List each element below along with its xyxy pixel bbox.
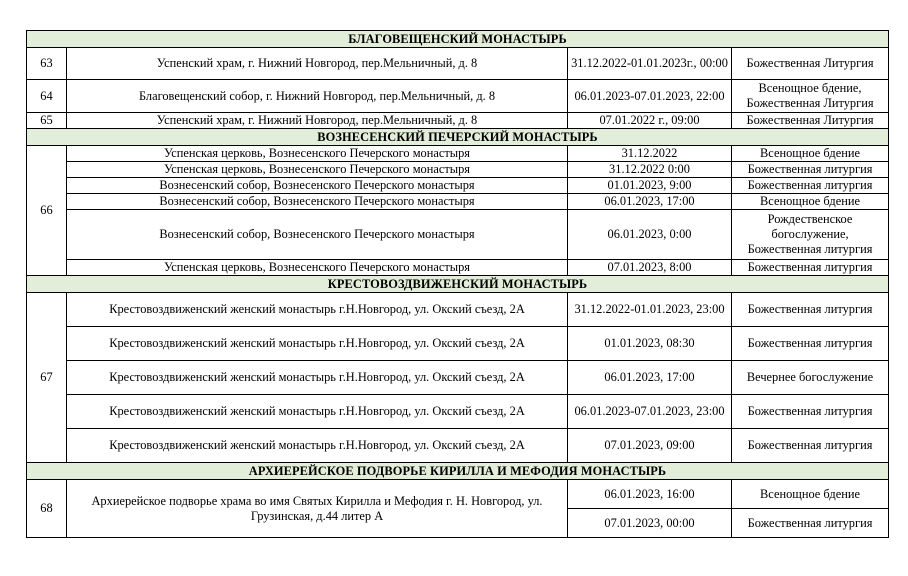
table-row <box>27 162 889 178</box>
date-cell: 06.01.2023, 0:00 <box>568 210 732 260</box>
table-row <box>27 361 889 395</box>
table-row <box>27 480 889 509</box>
date-cell: 01.01.2023, 08:30 <box>568 327 732 361</box>
service-cell: Божественная литургия <box>732 395 889 429</box>
date-cell: 06.01.2023, 16:00 <box>568 480 732 509</box>
table-row <box>27 210 889 260</box>
date-cell: 06.01.2023-07.01.2023, 22:00 <box>568 80 732 113</box>
service-cell: Всенощное бдение <box>732 146 889 162</box>
place-cell: Вознесенский собор, Вознесенского Печерского монастыря <box>67 194 568 210</box>
date-cell: 06.01.2023-07.01.2023, 23:00 <box>568 395 732 429</box>
section-title: ВОЗНЕСЕНСКИЙ ПЕЧЕРСКИЙ МОНАСТЫРЬ <box>27 129 889 146</box>
section-title: БЛАГОВЕЩЕНСКИЙ МОНАСТЫРЬ <box>27 31 889 48</box>
service-cell: Всенощное бдение <box>732 480 889 509</box>
place-cell: Успенская церковь, Вознесенского Печерского монастыря <box>67 162 568 178</box>
place-cell: Крестовоздвиженский женский монастырь г.Н.Новгород, ул. Окский съезд, 2А <box>67 361 568 395</box>
table-row <box>27 260 889 276</box>
table-row <box>27 146 889 162</box>
date-cell: 31.12.2022 <box>568 146 732 162</box>
date-cell: 01.01.2023, 9:00 <box>568 178 732 194</box>
section-header-row <box>27 276 889 293</box>
place-cell: Вознесенский собор, Вознесенского Печерского монастыря <box>67 210 568 260</box>
section-header-row <box>27 31 889 48</box>
place-cell: Успенская церковь, Вознесенского Печерского монастыря <box>67 146 568 162</box>
service-cell: Божественная Литургия <box>732 113 889 129</box>
date-cell: 31.12.2022-01.01.2023, 23:00 <box>568 293 732 327</box>
date-cell: 31.12.2022 0:00 <box>568 162 732 178</box>
place-cell: Успенский храм, г. Нижний Новгород, пер.Мельничный, д. 8 <box>67 48 568 80</box>
place-cell: Крестовоздвиженский женский монастырь г.Н.Новгород, ул. Окский съезд, 2А <box>67 293 568 327</box>
service-cell: Божественная литургия <box>732 429 889 463</box>
date-cell: 07.01.2023, 8:00 <box>568 260 732 276</box>
place-cell: Крестовоздвиженский женский монастырь г.Н.Новгород, ул. Окский съезд, 2А <box>67 327 568 361</box>
row-number: 64 <box>27 80 67 113</box>
service-cell: Божественная литургия <box>732 293 889 327</box>
table-row <box>27 395 889 429</box>
place-cell: Благовещенский собор, г. Нижний Новгород, пер.Мельничный, д. 8 <box>67 80 568 113</box>
date-cell: 07.01.2023, 09:00 <box>568 429 732 463</box>
service-cell: Всенощное бдение, Божественная Литургия <box>732 80 889 113</box>
date-cell: 06.01.2023, 17:00 <box>568 361 732 395</box>
date-cell: 31.12.2022-01.01.2023г., 00:00 <box>568 48 732 80</box>
row-number: 67 <box>27 293 67 463</box>
place-cell: Успенский храм, г. Нижний Новгород, пер.Мельничный, д. 8 <box>67 113 568 129</box>
table-row <box>27 327 889 361</box>
table-row <box>27 293 889 327</box>
date-cell: 07.01.2023, 00:00 <box>568 509 732 538</box>
date-cell: 06.01.2023, 17:00 <box>568 194 732 210</box>
section-header-row <box>27 463 889 480</box>
section-header-row <box>27 129 889 146</box>
service-cell: Божественная Литургия <box>732 48 889 80</box>
row-number: 63 <box>27 48 67 80</box>
row-number: 66 <box>27 146 67 276</box>
place-cell: Крестовоздвиженский женский монастырь г.Н.Новгород, ул. Окский съезд, 2А <box>67 429 568 463</box>
table-row <box>27 178 889 194</box>
table-row <box>27 80 889 113</box>
schedule-table <box>26 30 889 538</box>
place-cell: Крестовоздвиженский женский монастырь г.Н.Новгород, ул. Окский съезд, 2А <box>67 395 568 429</box>
service-cell: Божественная литургия <box>732 178 889 194</box>
service-cell: Божественная литургия <box>732 162 889 178</box>
section-title: КРЕСТОВОЗДВИЖЕНСКИЙ МОНАСТЫРЬ <box>27 276 889 293</box>
place-cell: Архиерейское подворье храма во имя Святых Кирилла и Мефодия г. Н. Новгород, ул. Грузинская, д.44 литер А <box>67 480 568 538</box>
section-title: АРХИЕРЕЙСКОЕ ПОДВОРЬЕ КИРИЛЛА И МЕФОДИЯ МОНАСТЫРЬ <box>27 463 889 480</box>
place-cell: Вознесенский собор, Вознесенского Печерского монастыря <box>67 178 568 194</box>
place-cell: Успенская церковь, Вознесенского Печерского монастыря <box>67 260 568 276</box>
table-row <box>27 48 889 80</box>
service-cell: Божественная литургия <box>732 260 889 276</box>
table-row <box>27 194 889 210</box>
table-row <box>27 429 889 463</box>
date-cell: 07.01.2022 г., 09:00 <box>568 113 732 129</box>
service-cell: Рождественское богослужение, Божественная литургия <box>732 210 889 260</box>
service-cell: Вечернее богослужение <box>732 361 889 395</box>
service-cell: Всенощное бдение <box>732 194 889 210</box>
table-row <box>27 113 889 129</box>
row-number: 65 <box>27 113 67 129</box>
service-cell: Божественная литургия <box>732 509 889 538</box>
row-number: 68 <box>27 480 67 538</box>
service-cell: Божественная литургия <box>732 327 889 361</box>
